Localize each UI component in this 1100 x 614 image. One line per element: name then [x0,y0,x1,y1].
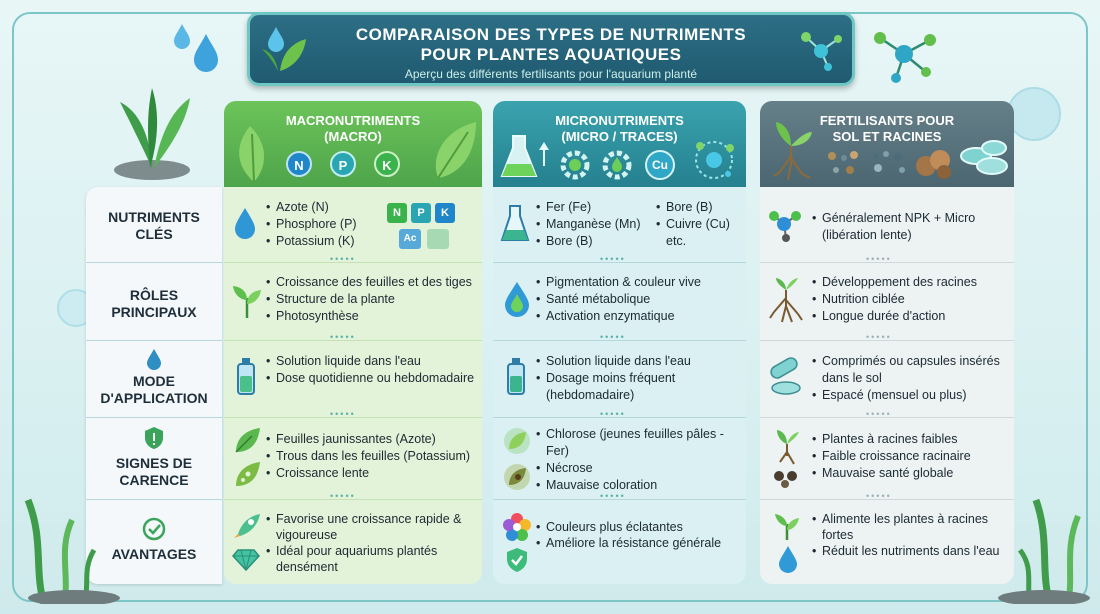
aquatic-plant-icon [100,82,204,182]
npk-molecule-icon [766,206,802,244]
soil-application: • Comprimés ou capsules insérés dans le sol • Espacé (mensuel ou plus) [812,353,1008,404]
strong-plant-icon [772,510,802,542]
water-drop-icon [232,206,258,240]
water-drop-icon [776,544,800,574]
mini-badge-n: N [387,203,407,223]
micro-key-left: • Fer (Fe) • Manganèse (Mn) • Bore (B) [536,199,656,250]
clay-balls-icon [914,146,954,180]
diamond-icon [232,548,260,572]
soil-particles-icon [824,148,860,178]
micro-deficiency: • Chlorose (jeunes feuilles pâles - Fer) • Nécrose • Mauvaise coloration [536,426,736,494]
macro-key-nutrients: • Azote (N) • Phosphore (P) • Potassium (K) [266,199,384,250]
micro-column-header: MICRONUTRIMENTS (MICRO / TRACES) [493,101,746,187]
soil-roles: • Développement des racines • Nutrition ciblée • Longue durée d'action [812,274,1008,325]
soil-key-nutrients: • Généralement NPK + Micro (libération lente) [812,210,1008,244]
mini-badge-p: P [411,203,431,223]
row-label-roles: RÔLES PRINCIPAUX [111,287,197,320]
molecule-deco-icon [870,26,940,86]
badge-p: P [330,151,356,177]
flower-icon [502,512,532,542]
color-drop-icon [502,280,532,318]
soil-balls-icon [772,468,802,490]
micro-application: • Solution liquide dans l'eau • Dosage moins fréquent (hebdomadaire) [536,353,736,404]
row-label-application: MODE D'APPLICATION [100,373,208,406]
molecule-cluster-icon [690,136,738,182]
bottle-icon [504,356,528,396]
mini-badge-k: K [435,203,455,223]
badge-cu: Cu [645,150,675,180]
mini-badge-ac: Ac [399,229,421,249]
macro-column-header: MACRONUTRIMENTS (MACRO) [224,101,482,187]
title-banner [247,12,855,86]
molecule-icon [798,29,844,73]
weak-plant-icon [770,424,804,466]
damaged-leaf-icon [232,460,262,490]
badge-n: N [286,151,312,177]
leaf-right-icon [424,116,480,182]
flask-icon [500,134,538,180]
water-drop-icon [144,347,164,371]
soil-deficiency: • Plantes à racines faibles • Faible croissance racinaire • Mauvaise santé globale [812,431,1008,482]
soil-column-header: FERTILISANTS POUR SOL ET RACINES [760,101,1014,187]
micro-key-right: • Bore (B) • Cuivre (Cu) etc. [656,199,744,250]
rocket-icon [232,512,262,540]
arrow-up-icon [538,140,550,168]
page-subtitle: Aperçu des différents fertilisants pour l'aquarium planté [404,67,698,81]
macro-deficiency: • Feuilles jaunissantes (Azote) • Trous dans les feuilles (Potassium) • Croissance lente [266,431,482,482]
gear-drop-icon [600,148,634,182]
macro-roles: • Croissance des feuilles et des tiges • Structure de la plante • Photosynthèse [266,274,480,325]
mini-badge-grid-icon [427,229,449,249]
necrosis-leaf-icon [502,462,532,492]
tablets-icon [958,134,1010,180]
gear-icon [558,148,592,182]
seaweed-left-icon [14,480,124,604]
bottle-icon [234,356,258,396]
row-label-deficiency: SIGNES DE CARENCE [115,455,193,488]
pale-leaf-icon [502,426,532,456]
sprout-icon [230,282,264,320]
gravel-icon [868,148,908,178]
row-label-key-nutrients: NUTRIMENTS CLÉS [108,209,200,242]
shield-check-icon [504,546,530,574]
capsule-icon [766,356,804,396]
badge-k: K [374,151,400,177]
root-system-icon [766,276,806,324]
micro-advantages: • Couleurs plus éclatantes • Améliore la résistance générale [536,519,736,551]
seaweed-right-icon [990,470,1090,604]
macro-application: • Solution liquide dans l'eau • Dose quotidienne ou hebdomadaire [266,353,480,387]
row-label-advantages: AVANTAGES [111,546,197,562]
page-title: COMPARAISON DES TYPES DE NUTRIMENTS POUR PLANTES AQUATIQUES [355,25,747,64]
shield-alert-icon [142,425,166,451]
water-drops-icon [168,20,228,80]
micro-roles: • Pigmentation & couleur vive • Santé métabolique • Activation enzymatique [536,274,744,325]
leaf-left-icon [230,122,276,184]
check-circle-icon [142,517,166,541]
macro-advantages: • Favorise une croissance rapide & vigoureuse • Idéal pour aquariums plantés densément [266,511,476,575]
flask-small-icon [500,204,530,244]
soil-advantages: • Alimente les plantes à racines fortes • Réduit les nutriments dans l'eau [812,511,1008,559]
leaf-icon [232,426,262,456]
roots-icon [766,116,816,182]
